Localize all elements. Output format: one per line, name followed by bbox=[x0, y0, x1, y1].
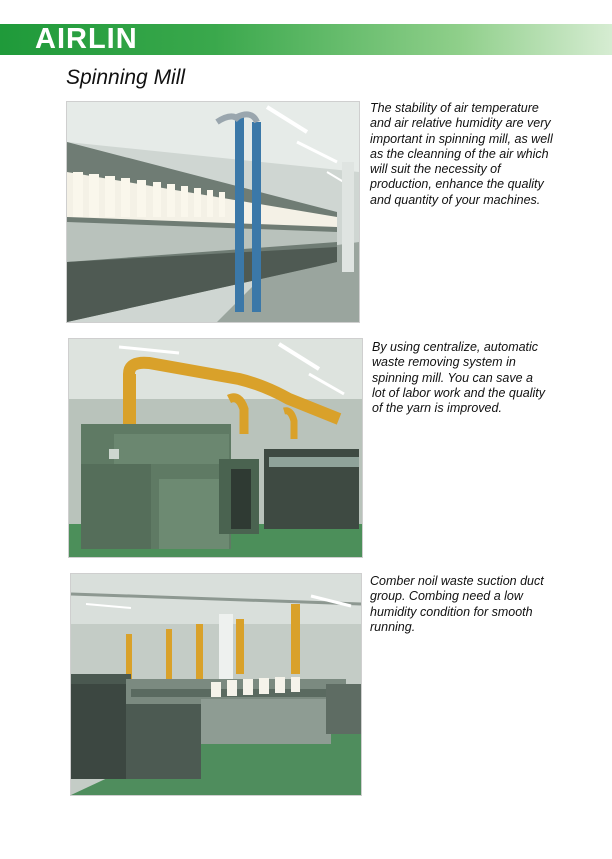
brand-logo: AIRLIN bbox=[35, 23, 138, 55]
comber-suction-duct-photo bbox=[70, 573, 362, 796]
caption-air-stability: The stability of air temperature and air relative humidity are very important in spinning mill, as well as the cleanning of the air which will suit the necessity of production, enhance the quality and quantity of your machines. bbox=[370, 101, 553, 207]
caption-waste-removal: By using centralize, automatic waste removing system in spinning mill. You can save a lot of labor work and the quality of the yarn is improved. bbox=[372, 340, 546, 416]
page-title: Spinning Mill bbox=[66, 66, 186, 89]
caption-comber-duct: Comber noil waste suction duct group. Combing need a low humidity condition for smooth running. bbox=[370, 574, 544, 634]
spinning-frame-photo bbox=[66, 101, 360, 323]
waste-removal-duct-photo bbox=[68, 338, 363, 558]
